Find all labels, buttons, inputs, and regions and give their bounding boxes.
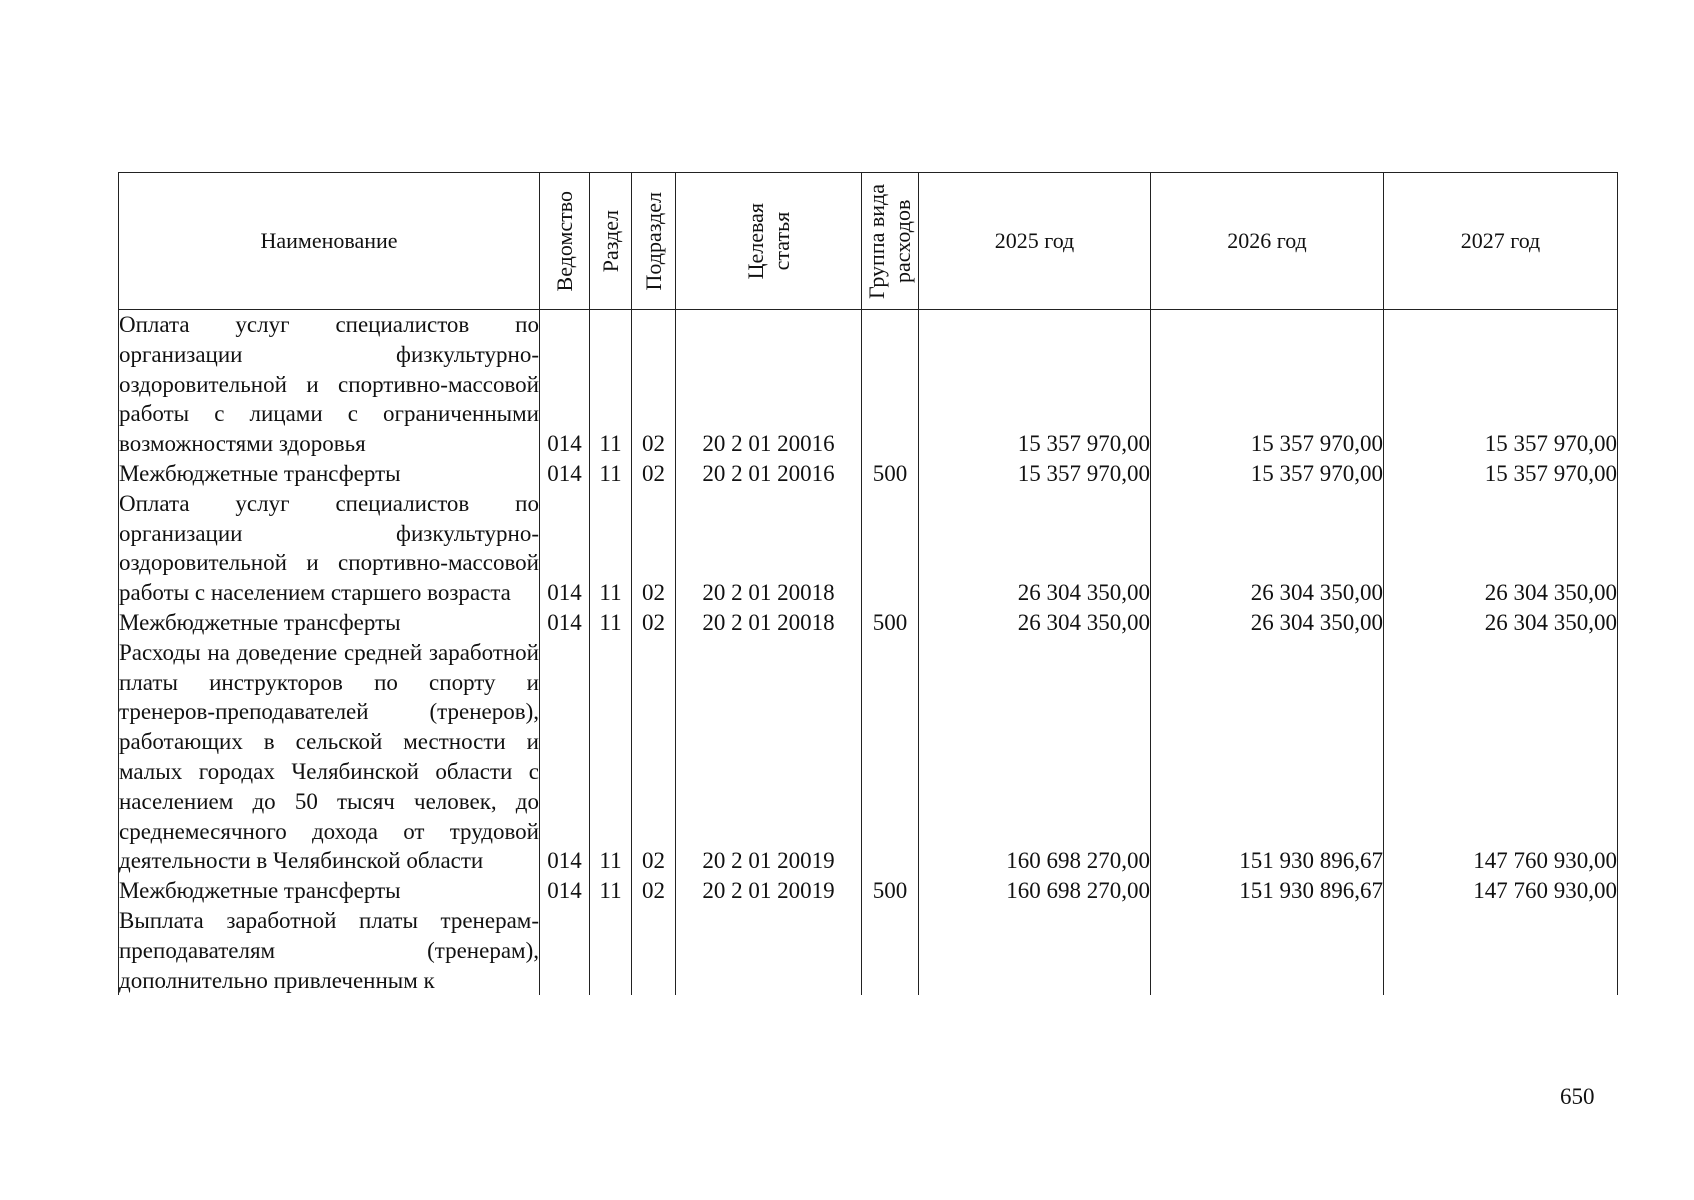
cell-2025	[919, 906, 1151, 995]
budget-table	[118, 172, 1618, 995]
cell-2027: 26 304 350,00	[1384, 489, 1618, 608]
cell-tselevaya: 20 2 01 20019	[676, 638, 862, 876]
cell-vedomstvo: 014	[540, 638, 590, 876]
cell-2025: 15 357 970,00	[919, 459, 1151, 489]
cell-2026: 26 304 350,00	[1151, 489, 1384, 608]
cell-gruppa	[862, 489, 919, 608]
cell-2026: 151 930 896,67	[1151, 876, 1384, 906]
header-year-2025: 2025 год	[919, 173, 1151, 310]
cell-tselevaya: 20 2 01 20019	[676, 876, 862, 906]
cell-razdel: 11	[590, 310, 632, 459]
cell-vedomstvo: 014	[540, 876, 590, 906]
header-razdel: Раздел	[590, 173, 632, 310]
cell-2026: 151 930 896,67	[1151, 638, 1384, 876]
cell-tselevaya	[676, 906, 862, 995]
cell-gruppa	[862, 906, 919, 995]
cell-2026: 26 304 350,00	[1151, 608, 1384, 638]
cell-podrazdel: 02	[632, 310, 676, 459]
cell-tselevaya: 20 2 01 20018	[676, 489, 862, 608]
cell-podrazdel: 02	[632, 608, 676, 638]
cell-podrazdel	[632, 906, 676, 995]
table-row	[119, 489, 1618, 608]
header-row	[119, 173, 1618, 310]
cell-2025: 26 304 350,00	[919, 489, 1151, 608]
table-row	[119, 459, 1618, 489]
cell-2027: 26 304 350,00	[1384, 608, 1618, 638]
header-tselevaya-statya: Целевая статья	[676, 173, 862, 310]
cell-2025: 160 698 270,00	[919, 876, 1151, 906]
cell-2025: 15 357 970,00	[919, 310, 1151, 459]
cell-name: Выплата заработной платы тренерам-преподавателям (тренерам), дополнительно привлеченным к	[119, 906, 540, 995]
cell-name: Оплата услуг специалистов по организации физкультурно-оздоровительной и спортивно-массовой работы с лицами с ограниченными возможностями здоровья	[119, 310, 540, 459]
cell-2027: 15 357 970,00	[1384, 459, 1618, 489]
cell-tselevaya: 20 2 01 20016	[676, 310, 862, 459]
table-row	[119, 310, 1618, 459]
cell-name: Межбюджетные трансферты	[119, 608, 540, 638]
cell-2026	[1151, 906, 1384, 995]
cell-2026: 15 357 970,00	[1151, 310, 1384, 459]
cell-podrazdel: 02	[632, 489, 676, 608]
cell-podrazdel: 02	[632, 459, 676, 489]
cell-podrazdel: 02	[632, 638, 676, 876]
header-gruppa-vida-rashodov: Группа вида расходов	[862, 173, 919, 310]
cell-vedomstvo	[540, 906, 590, 995]
cell-razdel: 11	[590, 459, 632, 489]
cell-gruppa: 500	[862, 608, 919, 638]
table-row	[119, 906, 1618, 995]
table-row	[119, 638, 1618, 876]
cell-gruppa	[862, 310, 919, 459]
cell-vedomstvo: 014	[540, 489, 590, 608]
cell-2027: 147 760 930,00	[1384, 638, 1618, 876]
header-year-2026: 2026 год	[1151, 173, 1384, 310]
header-name: Наименование	[119, 173, 540, 310]
cell-razdel: 11	[590, 489, 632, 608]
cell-gruppa: 500	[862, 459, 919, 489]
cell-name: Межбюджетные трансферты	[119, 876, 540, 906]
cell-2025: 26 304 350,00	[919, 608, 1151, 638]
cell-gruppa	[862, 638, 919, 876]
page-number: 650	[1560, 1084, 1595, 1109]
cell-2027	[1384, 906, 1618, 995]
cell-2027: 147 760 930,00	[1384, 876, 1618, 906]
cell-gruppa: 500	[862, 876, 919, 906]
cell-name: Межбюджетные трансферты	[119, 459, 540, 489]
cell-vedomstvo: 014	[540, 310, 590, 459]
cell-tselevaya: 20 2 01 20016	[676, 459, 862, 489]
cell-podrazdel: 02	[632, 876, 676, 906]
cell-razdel: 11	[590, 638, 632, 876]
cell-vedomstvo: 014	[540, 459, 590, 489]
cell-razdel	[590, 906, 632, 995]
cell-name: Оплата услуг специалистов по организации физкультурно-оздоровительной и спортивно-массовой работы с населением старшего возраста	[119, 489, 540, 608]
cell-razdel: 11	[590, 608, 632, 638]
cell-2026: 15 357 970,00	[1151, 459, 1384, 489]
header-podrazdel: Подраздел	[632, 173, 676, 310]
cell-name: Расходы на доведение средней заработной платы инструкторов по спорту и тренеров-преподавателей (тренеров), работающих в сельской местности и малых городах Челябинской области с населением до 50 тысяч человек, до среднемесячного дохода от трудовой деятельности в Челябинской области	[119, 638, 540, 876]
cell-razdel: 11	[590, 876, 632, 906]
cell-2027: 15 357 970,00	[1384, 310, 1618, 459]
table-row	[119, 608, 1618, 638]
header-year-2027: 2027 год	[1384, 173, 1618, 310]
cell-vedomstvo: 014	[540, 608, 590, 638]
cell-2025: 160 698 270,00	[919, 638, 1151, 876]
header-vedomstvo: Ведомство	[540, 173, 590, 310]
table-row	[119, 876, 1618, 906]
cell-tselevaya: 20 2 01 20018	[676, 608, 862, 638]
